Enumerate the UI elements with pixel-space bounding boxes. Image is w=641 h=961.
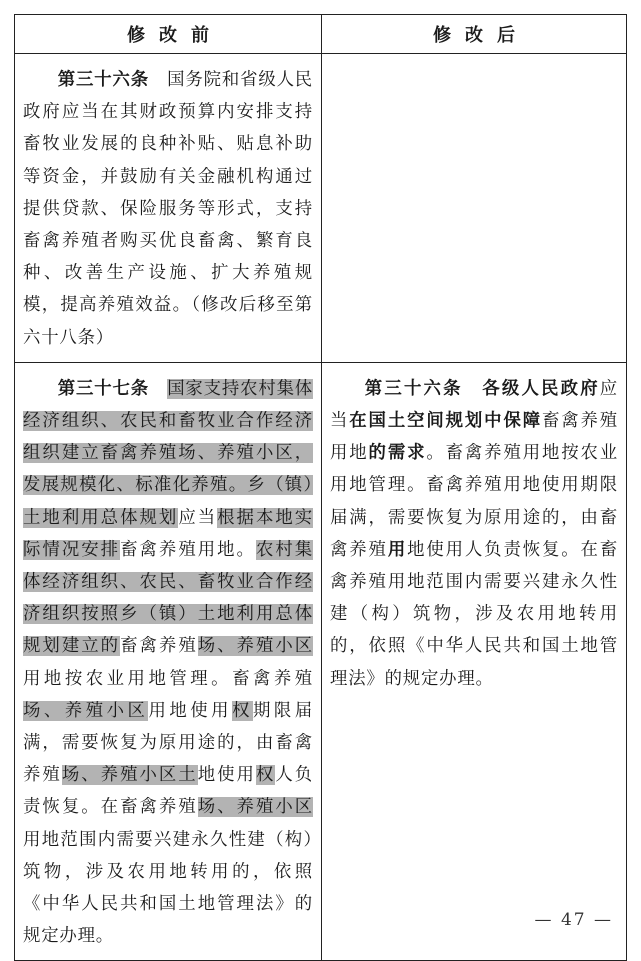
highlighted-text: 根据本地实际情况安排 bbox=[23, 507, 313, 560]
cell-before-art37 bbox=[15, 362, 322, 961]
cell-after-art36 bbox=[322, 362, 627, 961]
article-number: 第三十六条 bbox=[57, 70, 149, 90]
body-text: 畜禽养殖 bbox=[120, 636, 198, 657]
body-text: 畜禽养殖用地 bbox=[330, 411, 618, 464]
body-text: 。畜禽养殖用地按农业用地管理。畜禽养殖用地使用期限届满，需要恢复为原用途的，由畜禽养殖 bbox=[330, 443, 618, 560]
comparison-table bbox=[14, 14, 627, 961]
bold-text: 用 bbox=[387, 539, 408, 560]
body-text: 国务院和省级人民政府应当在其财政预算内安排支持畜牧业发展的良种补贴、贴息补助等资金，并鼓励有关金融机构通过提供贷款、保险服务等形式，支持畜禽养殖者购买优良畜禽、繁育良种、改善生产设施、扩大养殖规模，提高养殖效益。（修改后移至第六十八条） bbox=[23, 70, 313, 348]
body-text: 期限届满，需要恢复为原用途的，由畜禽养殖 bbox=[23, 700, 313, 786]
highlighted-text: 场、养殖小区 bbox=[197, 636, 313, 657]
highlighted-text: 场、养殖小区土 bbox=[61, 765, 198, 786]
body-text: 用地使用 bbox=[148, 700, 233, 721]
header-before: 修改前 bbox=[15, 15, 322, 54]
table-header-row bbox=[15, 15, 627, 54]
body-text: 用地按农业用地管理。畜禽养殖 bbox=[23, 668, 313, 689]
article-number: 第三十七条 bbox=[57, 378, 149, 399]
cell-before-art36 bbox=[15, 54, 322, 363]
bold-text: 的需求 bbox=[368, 443, 427, 464]
table-row bbox=[15, 54, 627, 363]
highlighted-text: 场、养殖小区 bbox=[197, 797, 313, 818]
body-text: 人负责恢复。在畜禽养殖 bbox=[23, 765, 313, 818]
bold-text: 在国土空间规划中保障 bbox=[349, 411, 542, 432]
body-text: 应当 bbox=[178, 507, 218, 528]
highlighted-text: 农村集体经济组织、农民、畜牧业合作经济组织按照乡（镇）土地利用总体规划建立的 bbox=[23, 539, 313, 657]
body-text: 用地范围内需要兴建永久性建（构）筑物，涉及农用地转用的，依照《中华人民共和国土地管理法》的规定办理。 bbox=[23, 829, 313, 947]
highlighted-text: 权 bbox=[255, 765, 276, 786]
article-number: 第三十六条 bbox=[364, 378, 463, 399]
body-text: 畜禽养殖用地。 bbox=[120, 539, 256, 560]
body-text: 地使用 bbox=[197, 765, 256, 786]
page-number: — 47 — bbox=[534, 910, 613, 930]
body-text: 应当 bbox=[330, 378, 618, 432]
header-after: 修改后 bbox=[322, 15, 627, 54]
highlighted-text: 场、养殖小区 bbox=[23, 700, 149, 721]
table-row bbox=[15, 362, 627, 961]
highlighted-text: 国家支持农村集体经济组织、农民和畜牧业合作经济组织建立畜禽养殖场、养殖小区，发展规模化、标准化养殖。乡（镇）土地利用总体规划 bbox=[23, 378, 313, 528]
bold-text: 各级人民政府 bbox=[482, 378, 600, 399]
cell-after-empty bbox=[322, 54, 627, 363]
body-text bbox=[463, 379, 483, 399]
body-text: 地使用人负责恢复。在畜禽养殖用地范围内需要兴建永久性建（构）筑物，涉及农用地转用的，依照《中华人民共和国土地管理法》的规定办理。 bbox=[330, 539, 618, 689]
highlighted-text: 权 bbox=[232, 700, 253, 721]
body-text bbox=[149, 379, 167, 399]
